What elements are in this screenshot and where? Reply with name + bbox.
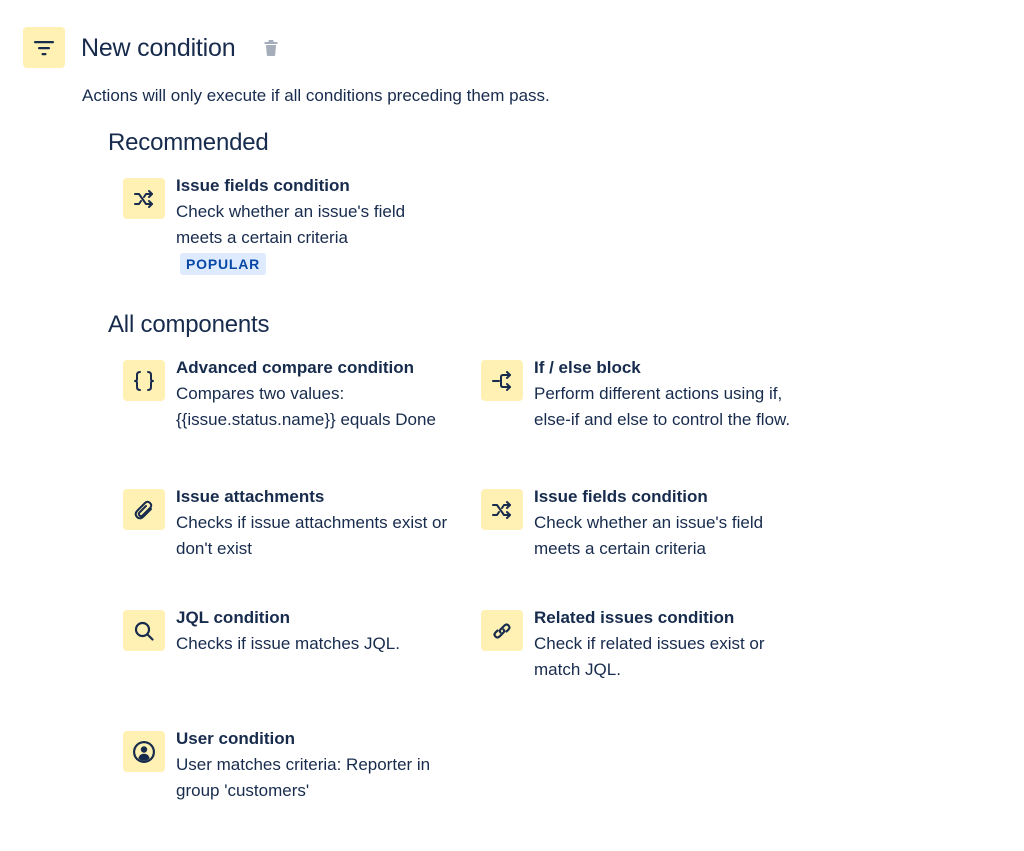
braces-icon: [123, 360, 165, 401]
link-icon: [481, 610, 523, 651]
card-title: JQL condition: [176, 608, 290, 627]
popular-badge: POPULAR: [180, 253, 266, 275]
branch-icon: [481, 360, 523, 401]
card-title: Issue fields condition: [534, 487, 708, 506]
user-avatar-icon: [123, 731, 165, 772]
card-description: Perform different actions using if, else-if and else to control the flow.: [534, 384, 791, 429]
all-components-heading: All components: [108, 311, 270, 338]
card-description: User matches criteria: Reporter in group 'customers': [176, 755, 431, 800]
card-description: Check whether an issue's field meets a certain criteria: [176, 202, 406, 247]
card-description: Check if related issues exist or match JQL.: [534, 634, 765, 679]
page-description: Actions will only execute if all conditions preceding them pass.: [82, 86, 550, 105]
shuffle-icon: [481, 489, 523, 530]
card-description: Compares two values: {{issue.status.name}} equals Done: [176, 384, 436, 429]
card-description: Check whether an issue's field meets a certain criteria: [534, 513, 764, 558]
card-title: Issue attachments: [176, 487, 325, 506]
card-title: Related issues condition: [534, 608, 735, 627]
recommended-heading: Recommended: [108, 129, 269, 156]
search-icon: [123, 610, 165, 651]
filter-icon: [23, 27, 65, 68]
paperclip-icon: [123, 489, 165, 530]
trash-icon[interactable]: [262, 38, 280, 58]
card-title: Advanced compare condition: [176, 358, 415, 377]
card-description: Checks if issue attachments exist or don't exist: [176, 513, 448, 558]
card-description: Checks if issue matches JQL.: [176, 634, 400, 653]
card-title: User condition: [176, 729, 296, 748]
page-title: New condition: [81, 34, 236, 62]
card-title: If / else block: [534, 358, 641, 377]
shuffle-icon: [123, 178, 165, 219]
card-title: Issue fields condition: [176, 176, 350, 195]
